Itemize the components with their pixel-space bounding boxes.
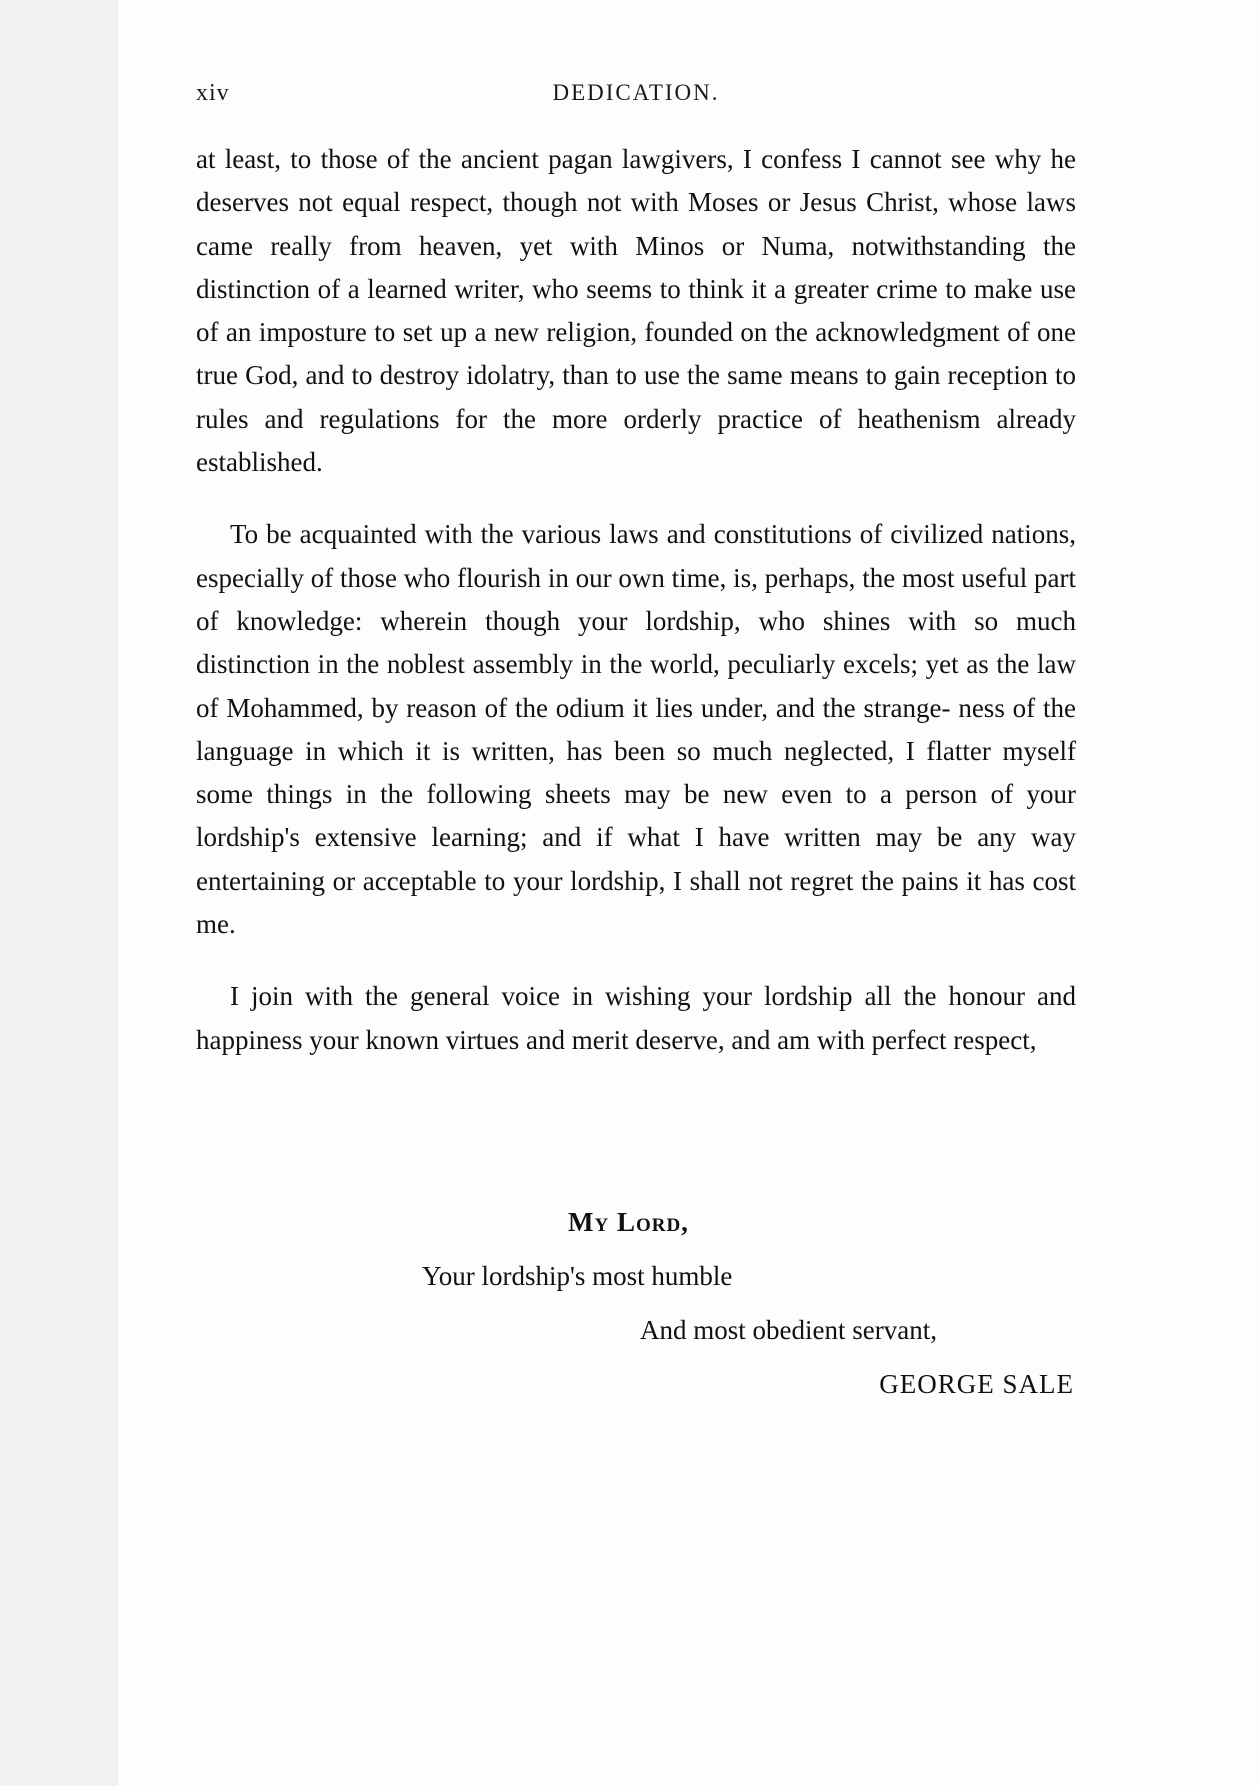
page-header <box>196 80 1076 110</box>
text-line: neglected, I flatter myself some things in the following sheets may <box>196 735 1077 810</box>
page-number: xiv <box>196 80 230 106</box>
text-line: see why he deserves not equal respect, though not with Moses or <box>196 144 1077 218</box>
text-line: or Numa, notwithstanding the distinction of a learned writer, who <box>196 230 1076 304</box>
page-gutter <box>0 0 118 1786</box>
text-line: Mohammed, by reason of the odium it lies under, and the strange- <box>226 692 951 723</box>
signature: GEORGE SALE <box>879 1369 1074 1399</box>
running-title: DEDICATION. <box>552 80 720 105</box>
text-line: your lordship, who shines with so much distinction in the noblest <box>196 605 1077 680</box>
text-line: To be acquainted with the various laws and constitutions of <box>230 519 883 550</box>
text-line: to your lordship, I shall not regret the pains it has cost me. <box>196 865 1077 940</box>
text-line: civilized nations, especially of those who flourish in our own time, <box>196 519 1076 593</box>
paragraph-closing-wish <box>196 975 1076 1062</box>
paragraph-laws-of-nations <box>196 513 1076 946</box>
body-text <box>196 138 1076 1062</box>
paragraph-continuation <box>196 138 1076 484</box>
text-line: ness of the language in which it is written, has been so much <box>196 692 1077 766</box>
text-line: honour and happiness your known virtues and merit deserve, and <box>196 981 1077 1055</box>
text-line: seems to think it a greater crime to make use of an imposture to <box>196 273 1076 348</box>
text-line: I join with the general voice in wishing your lordship all the <box>230 981 937 1012</box>
text-line: Jesus Christ, whose laws came really from heaven, yet with Minos <box>196 187 1076 261</box>
text-line: at least, to those of the ancient pagan lawgivers, I confess I cannot <box>196 144 942 174</box>
salutation: My Lord, <box>568 1207 689 1237</box>
text-line: God, and to destroy idolatry, than to use the same means to gain <box>245 360 941 391</box>
text-line: heathenism already established. <box>196 403 1076 478</box>
text-line: am with perfect respect, <box>777 1024 1037 1055</box>
text-line: if what I have written may be any way entertaining or acceptable <box>196 822 1076 896</box>
text-line: is, perhaps, the most useful part of knowledge: wherein though <box>196 562 1076 636</box>
closing-line-obedient: And most obedient servant, <box>640 1315 937 1345</box>
text-line: reception to rules and regulations for the more orderly practice of <box>196 360 1077 434</box>
text-line: be new even to a person of your lordship's extensive learning; and <box>196 779 1077 853</box>
closing-line-humble: Your lordship's most humble <box>422 1261 733 1291</box>
text-line: assembly in the world, peculiarly excels; yet as the law of <box>196 649 1077 723</box>
closing-block <box>196 1207 1076 1427</box>
text-line: set up a new religion, founded on the acknowledgment of one true <box>196 317 1077 391</box>
